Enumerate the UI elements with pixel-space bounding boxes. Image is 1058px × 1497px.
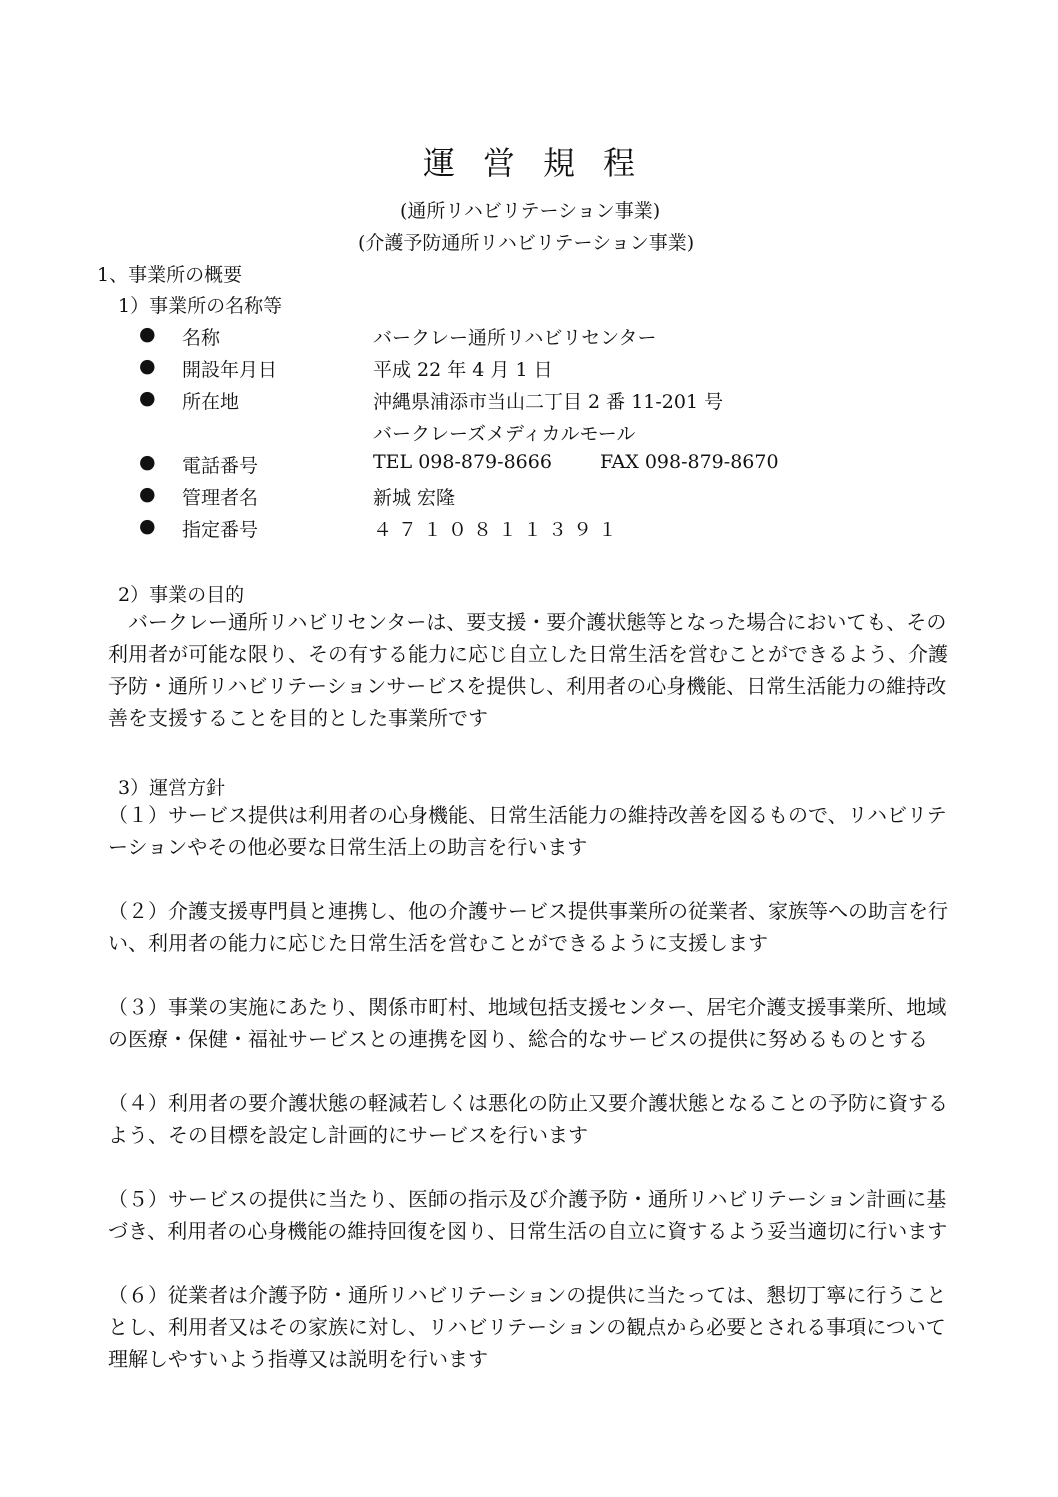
info-value-tel: TEL 098-879-8666 — [373, 451, 552, 473]
info-label: 名称 — [182, 327, 221, 349]
paragraph-line: 予防・通所リハビリテーションサービスを提供し、利用者の心身機能、日常生活能力の維持改 — [108, 674, 947, 698]
info-value: ４７１０８１１３９１ — [373, 519, 624, 541]
info-value: バークレー通所リハビリセンター — [373, 327, 657, 349]
paragraph-line: ーションやその他必要な日常生活上の助言を行います — [108, 835, 588, 859]
title-char: 程 — [603, 144, 636, 182]
paragraph-line: よう、その目標を設定し計画的にサービスを行います — [108, 1123, 588, 1147]
paragraph-line: い、利用者の能力に応じた日常生活を営むことができるように支援します — [108, 931, 768, 955]
title-char: 運 — [422, 144, 455, 182]
bullet-icon: ● — [139, 355, 156, 377]
title-char: 営 — [482, 144, 515, 182]
paragraph-line: 善を支援することを目的とした事業所です — [108, 706, 488, 730]
paragraph-line: バークレー通所リハビリセンターは、要支援・要介護状態等となった場合においても、その — [108, 610, 947, 634]
info-row-designation-number — [0, 515, 1058, 545]
bullet-icon: ● — [139, 323, 156, 345]
policy-item-1 — [108, 799, 947, 863]
info-row-address-line2 — [0, 419, 1058, 449]
subsection-heading-1: 1）事業所の名称等 — [118, 295, 283, 317]
paragraph-line: の医療・保健・福祉サービスとの連携を図り、総合的なサービスの提供に努めるものとする — [108, 1027, 928, 1051]
info-label: 開設年月日 — [182, 359, 278, 381]
info-row-manager — [0, 483, 1058, 513]
section-heading: 1、事業所の概要 — [97, 264, 243, 286]
info-label: 管理者名 — [182, 487, 259, 509]
bullet-icon: ● — [139, 387, 156, 409]
policy-item-5 — [108, 1183, 947, 1247]
info-value: バークレーズメディカルモール — [373, 423, 636, 445]
paragraph-line: （２）介護支援専門員と連携し、他の介護サービス提供事業所の従業者、家族等への助言を行 — [108, 899, 948, 923]
paragraph-line: 理解しやすいよう指導又は説明を行います — [108, 1347, 488, 1371]
info-row-address — [0, 387, 1058, 417]
paragraph-line: とし、利用者又はその家族に対し、リハビリテーションの観点から必要とされる事項について — [108, 1315, 946, 1339]
paragraph-line: 利用者が可能な限り、その有する能力に応じ自立した日常生活を営むことができるよう、介護 — [108, 642, 948, 666]
subsection-heading-3: 3）運営方針 — [118, 777, 226, 799]
purpose-paragraph — [108, 606, 948, 734]
policy-item-3 — [108, 991, 946, 1055]
info-row-opening-date — [0, 355, 1058, 385]
subsection-heading-2: 2）事業の目的 — [118, 584, 245, 606]
paragraph-line: （５）サービスの提供に当たり、医師の指示及び介護予防・通所リハビリテーション計画に基 — [108, 1187, 947, 1211]
info-label: 電話番号 — [182, 455, 259, 477]
paragraph-line: （３）事業の実施にあたり、関係市町村、地域包括支援センター、居宅介護支援事業所、地域 — [108, 995, 947, 1019]
bullet-icon: ● — [139, 451, 156, 473]
paragraph-line: （４）利用者の要介護状態の軽減若しくは悪化の防止又要介護状態となることの予防に資する — [108, 1091, 948, 1115]
info-value: 新城 宏隆 — [373, 487, 456, 509]
paragraph-line: （６）従業者は介護予防・通所リハビリテーションの提供に当たっては、懇切丁寧に行うこと — [108, 1283, 947, 1307]
paragraph-line: （１）サービス提供は利用者の心身機能、日常生活能力の維持改善を図るもので、リハビリテ — [108, 803, 947, 827]
paragraph-line: づき、利用者の心身機能の維持回復を図り、日常生活の自立に資するよう妥当適切に行います — [108, 1219, 948, 1243]
info-value-fax: FAX 098-879-8670 — [600, 451, 779, 473]
policy-item-2 — [108, 895, 948, 959]
info-row-phone — [0, 451, 1058, 481]
info-row-name — [0, 323, 1058, 353]
policy-item-6 — [108, 1279, 946, 1375]
info-value: 平成 22 年 4 月 1 日 — [373, 359, 553, 381]
policy-item-4 — [108, 1087, 948, 1151]
bullet-icon: ● — [139, 483, 156, 505]
bullet-icon: ● — [139, 515, 156, 537]
document-title — [0, 138, 1058, 184]
subtitle-1: (通所リハビリテーション事業) — [400, 200, 661, 222]
title-char: 規 — [543, 144, 576, 182]
info-value: 沖縄県浦添市当山二丁目 2 番 11-201 号 — [373, 391, 724, 413]
info-label: 指定番号 — [182, 519, 259, 541]
subtitle-2: (介護予防通所リハビリテーション事業) — [358, 232, 695, 254]
info-label: 所在地 — [182, 391, 240, 413]
